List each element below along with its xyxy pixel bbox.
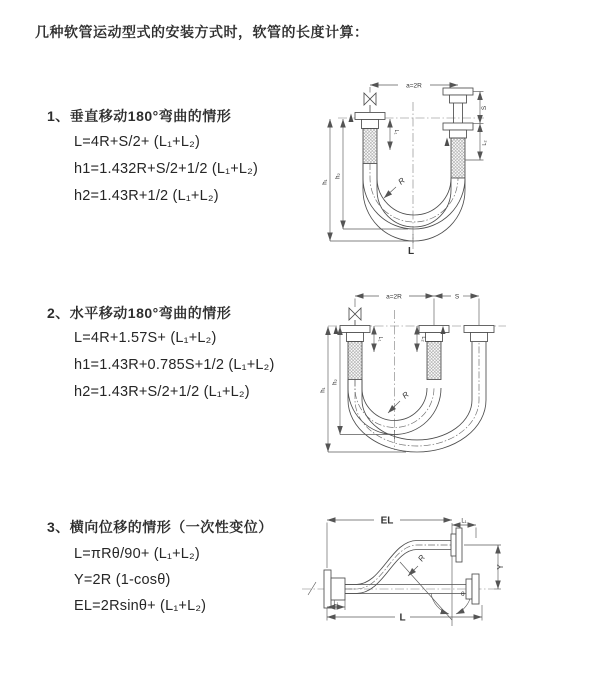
section-2-formula-h2: h2=1.43R+S/2+1/2 (L₁+L₂)	[74, 384, 250, 400]
braided-hose-section	[427, 342, 441, 380]
left-flange	[340, 326, 370, 380]
length-label: L	[407, 246, 415, 257]
dim-label-s: S	[454, 293, 460, 301]
dim-label-l1-top: L₁	[461, 518, 467, 525]
dim-label-h1: h₁	[320, 387, 327, 393]
dim-label-l1: L₁	[393, 129, 399, 135]
dim-label-el: EL	[380, 515, 394, 527]
valve-icon	[364, 87, 376, 112]
radius-label: R	[400, 389, 411, 401]
section-2-heading: 2、水平移动180°弯曲的情形	[47, 305, 232, 321]
angle-label: θ	[461, 591, 465, 598]
radius-label: R	[416, 553, 427, 564]
hose-outline	[345, 541, 451, 585]
dim-label-h1: h₁	[322, 179, 329, 185]
section-1-formula-h1: h1=1.432R+S/2+1/2 (L₁+L₂)	[74, 161, 259, 177]
diagram-horizontal-180-bend	[310, 282, 600, 467]
up-arrow-icon	[445, 138, 450, 147]
hose-outline	[363, 163, 465, 229]
right-flange	[443, 88, 473, 178]
dim-label-y: Y	[496, 564, 505, 570]
dim-label-span: a=2R	[406, 82, 422, 90]
dim-label-l2: L₂	[420, 336, 426, 342]
up-arrow-icon	[349, 114, 354, 123]
section-3-formula-l: L=πRθ/90+ (L₁+L₂)	[74, 546, 200, 562]
section-3-formula-y: Y=2R (1-cosθ)	[74, 572, 171, 588]
section-1-formula-l: L=4R+S/2+ (L₁+L₂)	[74, 134, 200, 150]
radius-label: R	[396, 175, 407, 187]
valve-icon	[349, 299, 361, 326]
pipe-break-mark	[308, 582, 316, 595]
page-title: 几种软管运动型式的安装方式时，软管的长度计算：	[35, 24, 369, 40]
section-1-formula-h2: h2=1.43R+1/2 (L₁+L₂)	[74, 188, 219, 204]
right-flange-moved	[464, 326, 494, 342]
diagram-vertical-180-bend	[310, 66, 600, 261]
length-label: L	[399, 612, 406, 624]
braided-hose-section	[451, 138, 465, 178]
braided-hose-section	[348, 342, 362, 380]
dim-label-s: S	[481, 105, 488, 111]
section-2-formula-h1: h1=1.43R+0.785S+1/2 (L₁+L₂)	[74, 357, 275, 373]
diagram-lateral-displacement	[298, 498, 598, 648]
section-2-formula-l: L=4R+1.57S+ (L₁+L₂)	[74, 330, 217, 346]
braided-hose-section	[363, 129, 377, 164]
up-arrow-icon	[334, 326, 339, 334]
dim-label-l1: L₁	[377, 336, 383, 342]
dim-label-span: a=2R	[386, 293, 402, 301]
upper-right-flange	[451, 528, 462, 562]
section-3-heading: 3、横向位移的情形（一次性变位）	[47, 519, 273, 535]
dim-label-h2: h₂	[332, 379, 339, 385]
dim-label-l1-bottom: L₁	[333, 600, 339, 607]
section-1-heading: 1、垂直移动180°弯曲的情形	[47, 108, 232, 124]
lower-right-flange	[466, 574, 479, 604]
dim-label-l2: L₂	[482, 140, 488, 146]
section-3-formula-el: EL=2Rsinθ+ (L₁+L₂)	[74, 598, 207, 614]
left-flange	[355, 113, 385, 164]
dim-label-h2: h₂	[335, 173, 342, 179]
